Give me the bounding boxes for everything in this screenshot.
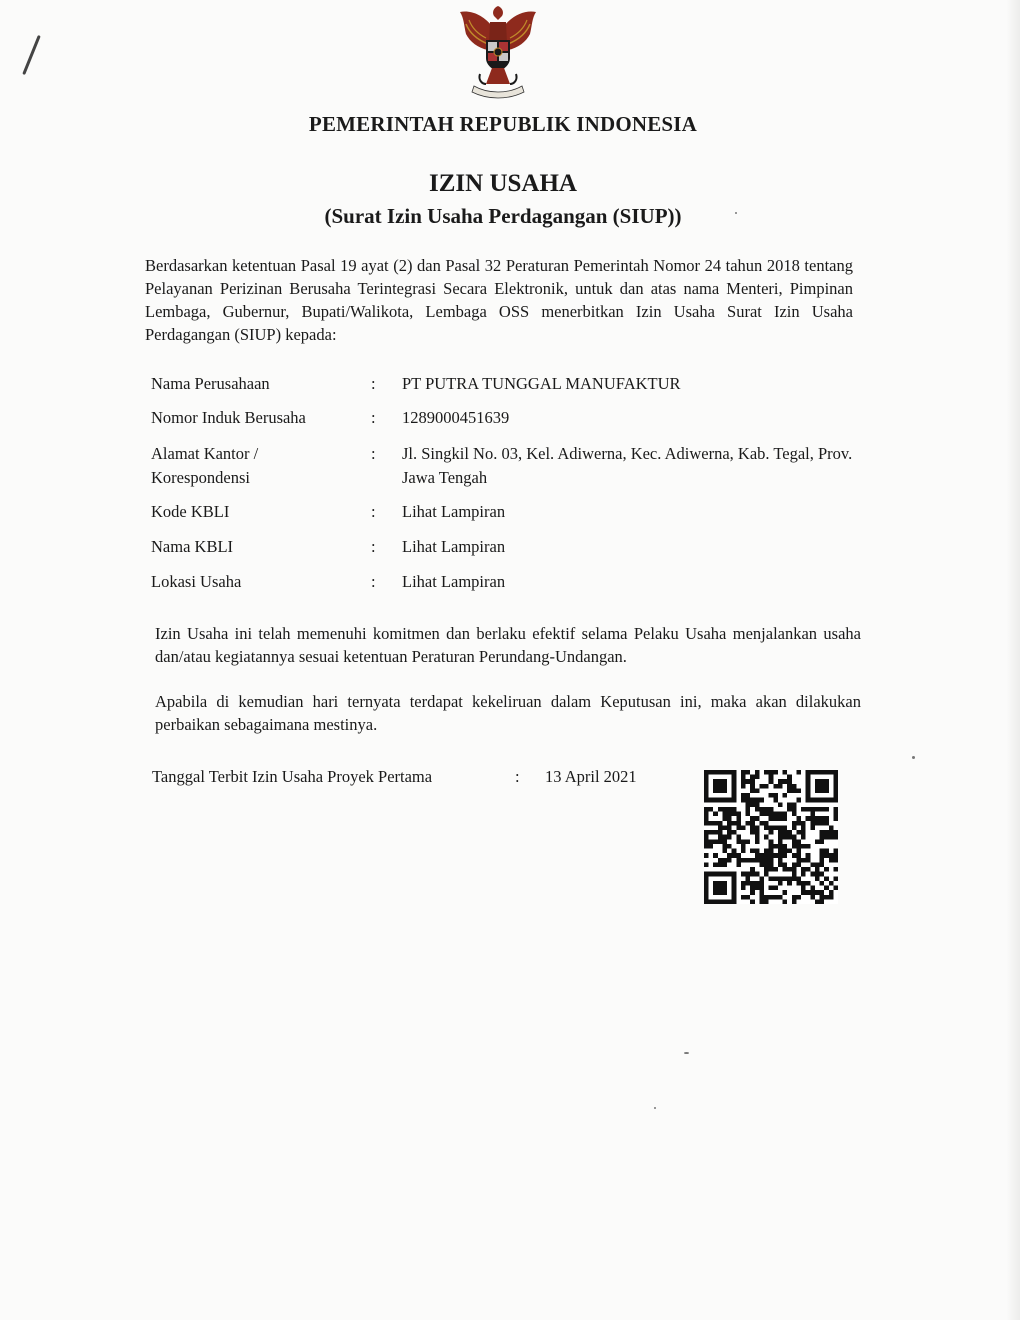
field-separator: : [371,444,376,463]
field-label: Lokasi Usaha [151,572,242,591]
field-row-kbli-name [151,535,871,570]
field-row-office-address [151,442,871,500]
intro-paragraph: Berdasarkan ketentuan Pasal 19 ayat (2) dan Pasal 32 Peraturan Pemerintah Nomor 24 tahun 2018 tentang Pelayanan Perizinan Berusaha Terintegrasi Secara Elektronik, untuk dan atas nama Menteri, Pimpinan Lembaga, Gubernur, Bupati/Walikota, Lembaga OSS menerbitkan Izin Usaha Surat Izin Usaha Perdagangan (SIUP) kepada: [145,256,853,344]
field-separator: : [371,502,376,521]
field-label: Alamat Kantor / Korespondensi [151,444,259,487]
validity-paragraph: Izin Usaha ini telah memenuhi komitmen dan berlaku efektif selama Pelaku Usaha menjalankan usaha dan/atau kegiatannya sesuai ketentuan Peraturan Perundang-Undangan. [155,624,861,666]
field-separator: : [371,537,376,556]
scan-speck [912,756,915,759]
field-separator: : [371,374,376,393]
field-separator: : [371,572,376,591]
document-subtitle: (Surat Izin Usaha Perdagangan (SIUP)) [324,204,682,228]
scan-edge-shadow [1006,0,1020,1320]
issue-date-separator: : [515,767,520,786]
field-separator: : [371,408,376,427]
field-value: 1289000451639 [402,408,510,427]
field-value: Jl. Singkil No. 03, Kel. Adiwerna, Kec. Adiwerna, Kab. Tegal, Prov. Jawa Tengah [402,444,853,487]
issue-date-label: Tanggal Terbit Izin Usaha Proyek Pertama [152,767,433,786]
field-value: Lihat Lampiran [402,502,506,521]
scan-speck [654,1107,656,1109]
company-fields [151,372,871,600]
field-value: Lihat Lampiran [402,537,506,556]
scan-speck [735,212,737,214]
field-label: Nama Perusahaan [151,374,270,393]
field-value: PT PUTRA TUNGGAL MANUFAKTUR [402,374,681,393]
scan-speck [684,1052,689,1054]
field-label: Kode KBLI [151,502,230,521]
field-row-business-location [151,570,871,600]
garuda-emblem-icon [452,4,544,100]
government-title: PEMERINTAH REPUBLIK INDONESIA [308,112,698,136]
qr-code-icon [704,770,838,904]
document-title: IZIN USAHA [429,170,577,197]
field-row-business-id [151,406,871,442]
field-row-company-name [151,372,871,406]
issue-date-value: 13 April 2021 [545,767,637,786]
correction-paragraph: Apabila di kemudian hari ternyata terdapat kekeliruan dalam Keputusan ini, maka akan dilakukan perbaikan sebagaimana mestinya. [155,692,861,734]
field-row-kbli-code [151,500,871,535]
field-label: Nama KBLI [151,537,234,556]
field-label: Nomor Induk Berusaha [151,408,306,427]
field-value: Lihat Lampiran [402,572,506,591]
pen-mark [22,35,41,75]
